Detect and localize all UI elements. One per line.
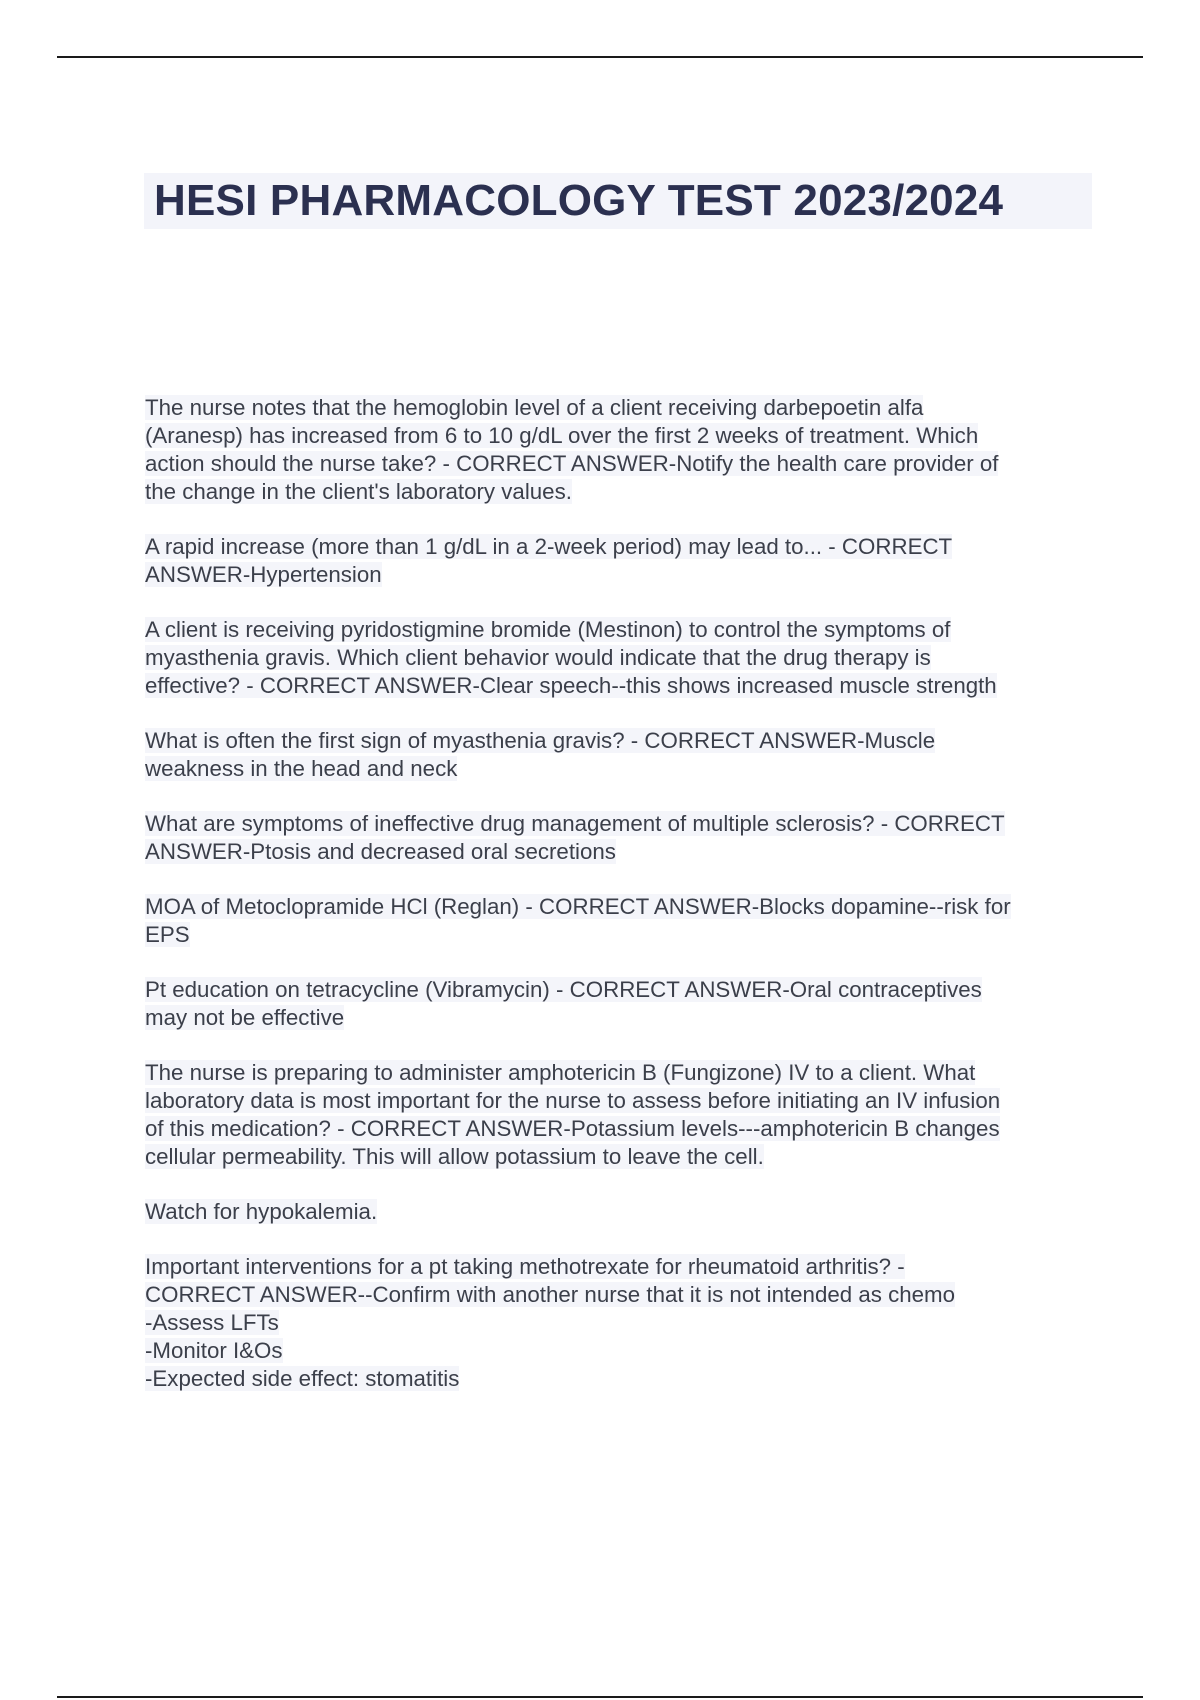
qa-paragraph (145, 394, 1095, 506)
qa-line-text: ANSWER-Hypertension (145, 562, 382, 587)
qa-line-text: laboratory data is most important for the nurse to assess before initiating an IV infusion (145, 1088, 1001, 1113)
qa-line-text: A rapid increase (more than 1 g/dL in a 2-week period) may lead to... - CORRECT (145, 534, 953, 559)
qa-line-text: What are symptoms of ineffective drug management of multiple sclerosis? - CORRECT (145, 811, 1005, 836)
qa-line (145, 838, 1095, 866)
qa-line-text: CORRECT ANSWER--Confirm with another nurse that it is not intended as chemo (145, 1282, 956, 1307)
qa-line-text: MOA of Metoclopramide HCl (Reglan) - CORRECT ANSWER-Blocks dopamine--risk for (145, 894, 1011, 919)
qa-line-text: A client is receiving pyridostigmine bromide (Mestinon) to control the symptoms of (145, 617, 951, 642)
qa-line-text: effective? - CORRECT ANSWER-Clear speech--this shows increased muscle strength (145, 673, 997, 698)
qa-paragraph (145, 1253, 1095, 1393)
qa-line-text: -Assess LFTs (145, 1310, 279, 1335)
qa-line-text: of this medication? - CORRECT ANSWER-Potassium levels---amphotericin B changes (145, 1116, 1000, 1141)
qa-paragraph (145, 1198, 1095, 1226)
qa-line (145, 533, 1095, 561)
qa-line-text: cellular permeability. This will allow potassium to leave the cell. (145, 1144, 764, 1169)
qa-line-text: may not be effective (145, 1005, 345, 1030)
qa-line-text: the change in the client's laboratory values. (145, 479, 572, 504)
qa-line (145, 755, 1095, 783)
qa-line (145, 1281, 1095, 1309)
qa-line-text: Pt education on tetracycline (Vibramycin) - CORRECT ANSWER-Oral contraceptives (145, 977, 982, 1002)
qa-line-text: EPS (145, 922, 190, 947)
qa-paragraph (145, 616, 1095, 700)
qa-line-text: The nurse is preparing to administer amphotericin B (Fungizone) IV to a client. What (145, 1060, 976, 1085)
qa-line (145, 1059, 1095, 1087)
qa-paragraph (145, 810, 1095, 866)
qa-line-text: (Aranesp) has increased from 6 to 10 g/dL over the first 2 weeks of treatment. Which (145, 423, 979, 448)
top-rule (57, 56, 1143, 58)
qa-line-text: Watch for hypokalemia. (145, 1199, 378, 1224)
qa-paragraph (145, 727, 1095, 783)
qa-line (145, 561, 1095, 589)
qa-line (145, 672, 1095, 700)
qa-line (145, 422, 1095, 450)
qa-line-text: myasthenia gravis. Which client behavior would indicate that the drug therapy is (145, 645, 931, 670)
qa-line-text: action should the nurse take? - CORRECT ANSWER-Notify the health care provider of (145, 451, 999, 476)
qa-line (145, 1087, 1095, 1115)
qa-line (145, 810, 1095, 838)
bottom-rule (57, 1696, 1143, 1698)
qa-line-text: ANSWER-Ptosis and decreased oral secretions (145, 839, 616, 864)
qa-line (145, 644, 1095, 672)
qa-line (145, 1309, 1095, 1337)
qa-line-text: The nurse notes that the hemoglobin level of a client receiving darbepoetin alfa (145, 395, 924, 420)
qa-line (145, 1115, 1095, 1143)
qa-line (145, 727, 1095, 755)
qa-line (145, 921, 1095, 949)
qa-paragraph (145, 1059, 1095, 1171)
qa-line-text: Important interventions for a pt taking methotrexate for rheumatoid arthritis? - (145, 1254, 905, 1279)
qa-line (145, 1198, 1095, 1226)
document-body (145, 394, 1095, 1420)
document-title: HESI PHARMACOLOGY TEST 2023/2024 (154, 176, 1004, 225)
qa-paragraph (145, 533, 1095, 589)
qa-line (145, 1143, 1095, 1171)
qa-line (145, 893, 1095, 921)
qa-line-text: weakness in the head and neck (145, 756, 458, 781)
qa-line (145, 1365, 1095, 1393)
qa-line (145, 394, 1095, 422)
title-banner (144, 173, 1092, 229)
qa-line (145, 478, 1095, 506)
qa-line (145, 1253, 1095, 1281)
qa-line-text: What is often the first sign of myasthenia gravis? - CORRECT ANSWER-Muscle (145, 728, 936, 753)
qa-line (145, 1337, 1095, 1365)
qa-line (145, 976, 1095, 1004)
qa-line (145, 450, 1095, 478)
qa-line-text: -Expected side effect: stomatitis (145, 1366, 460, 1391)
qa-line-text: -Monitor I&Os (145, 1338, 283, 1363)
qa-line (145, 1004, 1095, 1032)
qa-paragraph (145, 976, 1095, 1032)
qa-paragraph (145, 893, 1095, 949)
qa-line (145, 616, 1095, 644)
